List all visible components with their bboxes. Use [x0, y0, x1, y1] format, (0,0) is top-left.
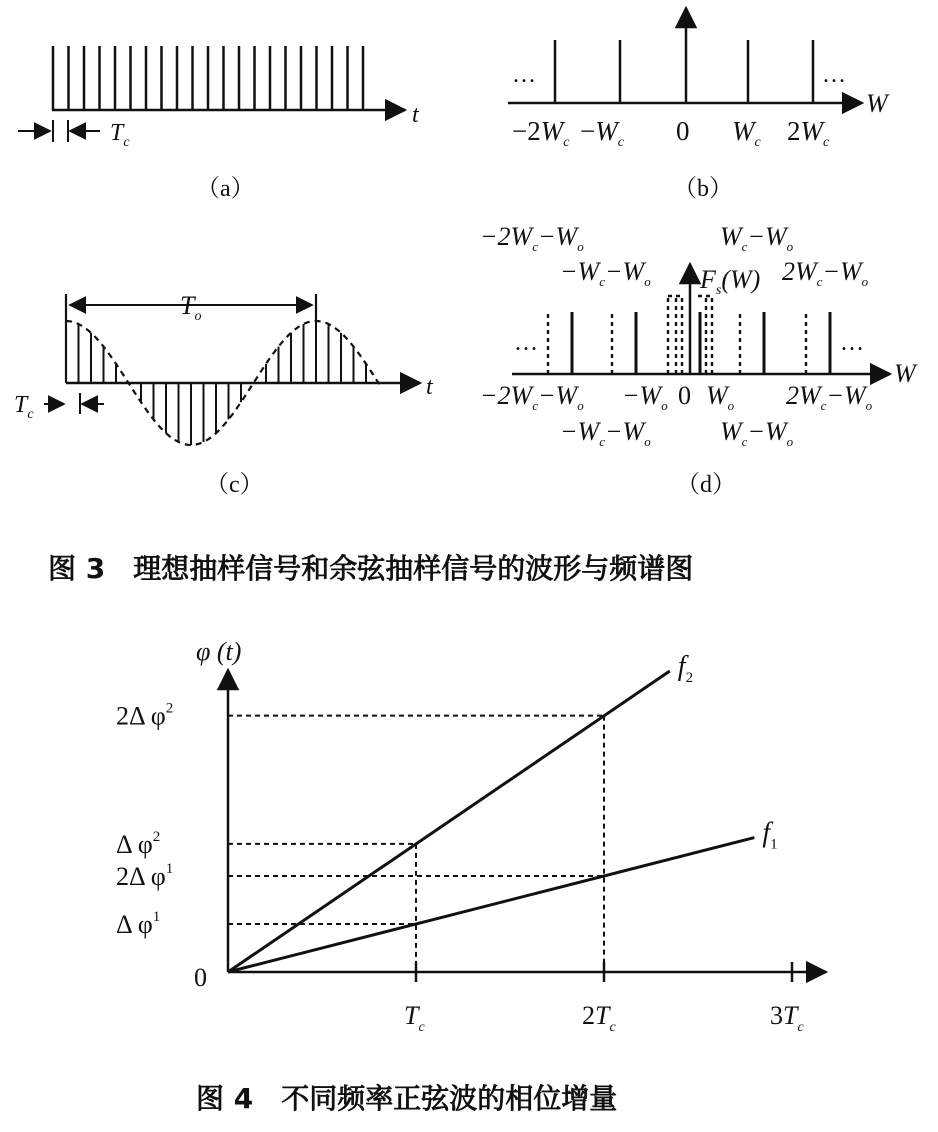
panel-a-t-label: t	[412, 102, 419, 128]
panel-d-bot2-1: $-W_c-W_o$	[560, 417, 651, 449]
panel-c-to-label: $T_o$	[180, 291, 202, 324]
panel-b-dots-left: …	[512, 62, 536, 88]
panel-b-tick-wc: $W_c$	[732, 116, 761, 150]
figure4-caption: 图 4 不同频率正弦波的相位增量	[196, 1082, 618, 1115]
panel-d-func-label: $F_s(W)$	[700, 265, 761, 298]
panel-a	[18, 46, 420, 202]
panel-d-bot2-2: $W_c-W_o$	[720, 417, 794, 449]
figure3-caption: 图 3 理想抽样信号和余弦抽样信号的波形与频谱图	[48, 552, 694, 585]
panel-d-caption: （d）	[676, 472, 736, 498]
fig4-x-tick-label: $2T_c$	[582, 1001, 616, 1035]
panel-d-top-left-1: $-2W_c-W_o$	[480, 222, 584, 254]
panel-b-tick-0: 0	[676, 116, 690, 146]
panel-c-t-label: t	[426, 374, 433, 400]
fig4-series-label: $f_2$	[677, 651, 694, 687]
panel-d	[480, 222, 918, 498]
fig4-y-tick-label: Δ $\varphi^1$	[116, 909, 161, 939]
fig4-series-f1	[228, 838, 754, 972]
panel-c	[14, 291, 434, 498]
panel-b	[508, 8, 890, 202]
panel-c-caption: （c）	[205, 472, 264, 498]
panel-a-impulses	[53, 46, 363, 110]
fig4-series-label: $f_1$	[762, 817, 778, 853]
fig4-origin-label: 0	[194, 963, 207, 992]
panel-b-tick-mwc: $-W_c$	[580, 116, 624, 150]
fig4-x-tick-label: $3T_c$	[770, 1001, 804, 1035]
fig4-y-tick-label: 2Δ $\varphi^1$	[116, 861, 174, 891]
panel-d-bot-zero: 0	[678, 381, 691, 410]
panel-d-bot-1: $-2W_c-W_o$	[480, 381, 584, 413]
fig4-y-tick-label: 2Δ $\varphi^2$	[116, 700, 174, 731]
panel-d-dots-left: …	[514, 330, 538, 356]
panel-d-bot-2: $-W_o$	[622, 381, 668, 413]
fig4-y-tick-label: Δ $\varphi^2$	[116, 828, 161, 859]
panel-b-w-label: W	[866, 89, 888, 118]
figure4-chart	[116, 637, 826, 1035]
fig4-x-tick-label: $T_c$	[404, 1001, 425, 1035]
panel-b-tick-m2wc: $-2W_c$	[512, 116, 570, 150]
panel-b-caption: （b）	[673, 176, 733, 202]
panel-d-dashed-impulses	[548, 296, 806, 374]
fig4-y-axis-label: φ (t)	[196, 637, 242, 666]
panel-a-ts-label: $T_c$	[110, 120, 130, 150]
fig4-y-ticks	[116, 701, 173, 939]
panel-d-w-label: W	[894, 359, 916, 388]
panel-c-tc-label: $T_c$	[14, 392, 34, 422]
panel-d-top-left-2: $-W_c-W_o$	[560, 257, 651, 289]
panel-d-top-right-2: $2W_c-W_o$	[782, 257, 869, 289]
panel-a-caption: （a）	[196, 176, 255, 202]
panel-d-top-right-1: $W_c-W_o$	[720, 222, 794, 254]
panel-d-dots-right: …	[840, 330, 864, 356]
panel-b-tick-2wc: $2W_c$	[787, 116, 830, 150]
panel-d-bot-3: $W_o$	[706, 381, 735, 413]
panel-d-bot-4: $2W_c-W_o$	[786, 381, 873, 413]
panel-b-dots-right: …	[822, 62, 846, 88]
